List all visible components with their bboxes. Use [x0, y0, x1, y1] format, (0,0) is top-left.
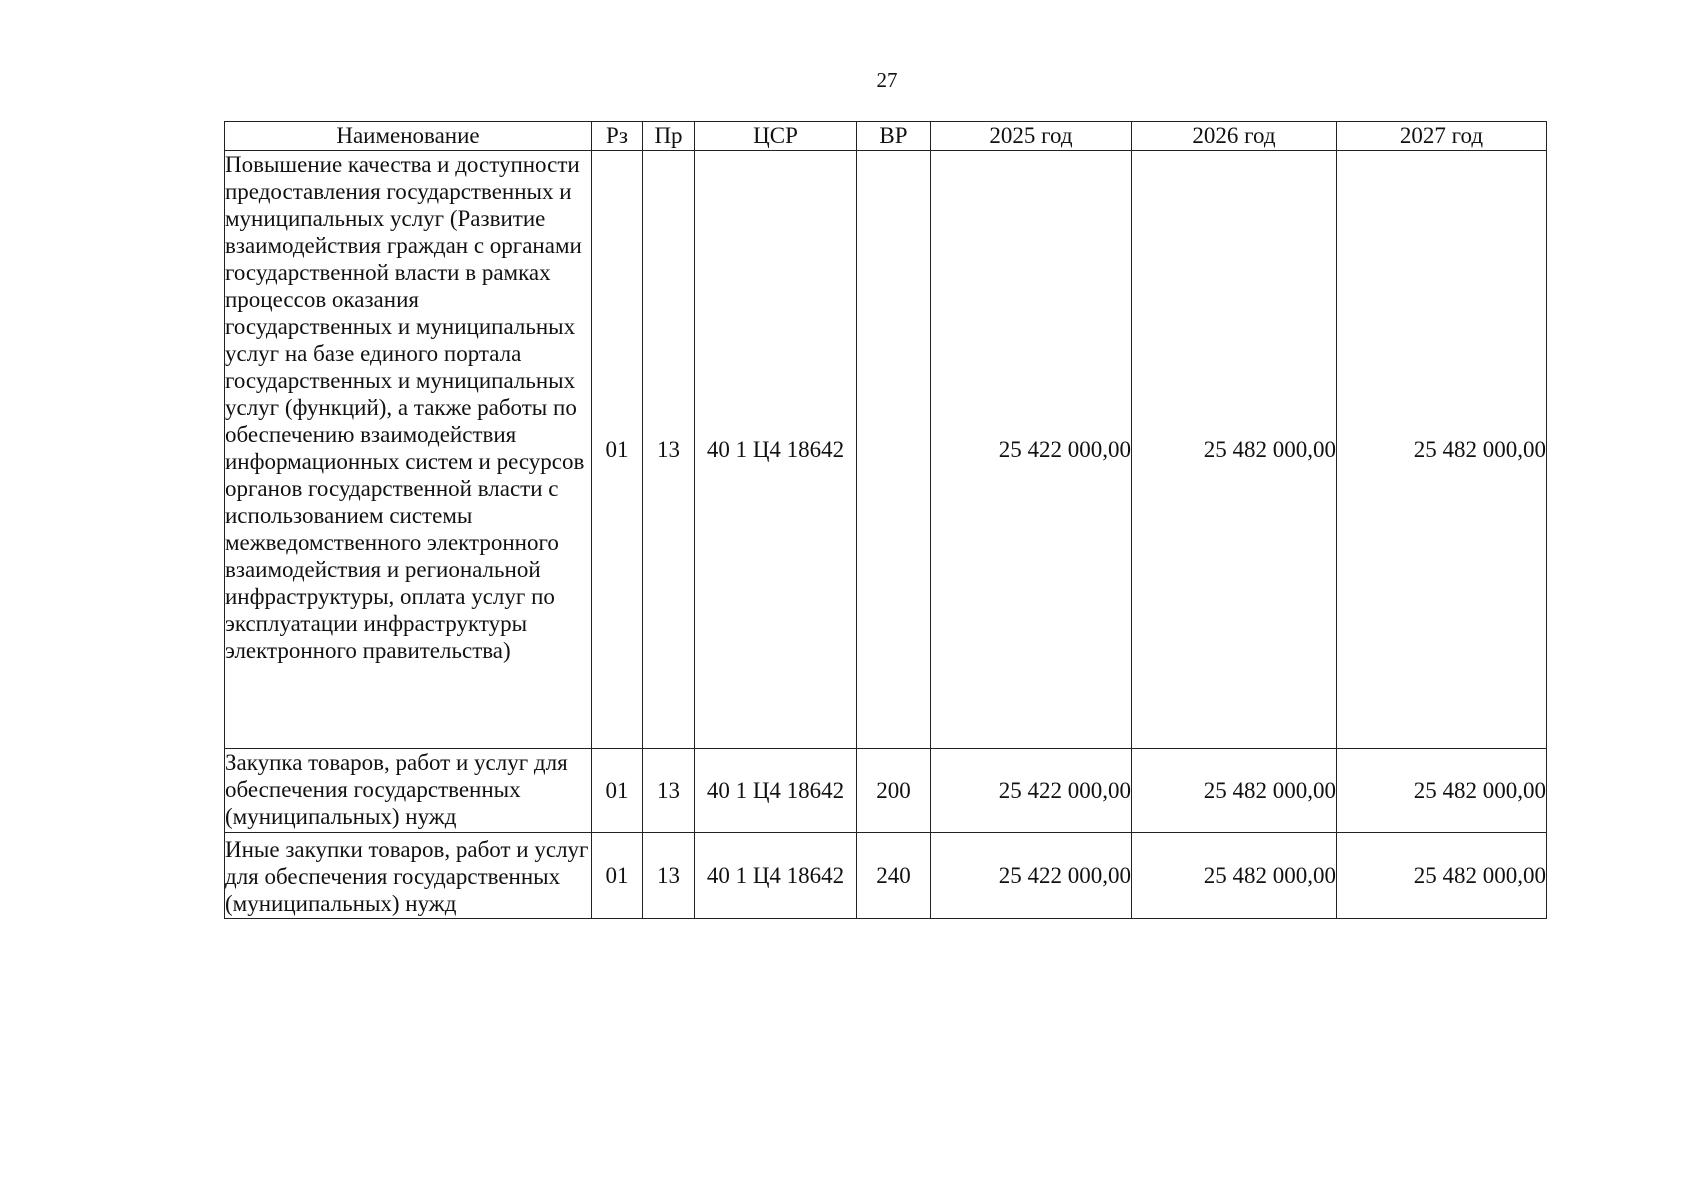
- row-2025: 25 422 000,00: [931, 749, 1132, 833]
- row-name: Повышение качества и доступности предоставления государственных и муниципальных услуг (Развитие взаимодействия граждан с органами государственной власти в рамках процессов оказания государственных и муниципальных услуг на базе единого портала государственных и муниципальных услуг (функций), а также работы по обеспечению взаимодействия информационных систем и ресурсов органов государственной власти с использованием системы межведомственного электронного взаимодействия и региональной инфраструктуры, оплата услуг по эксплуатации инфраструктуры электронного правительства): [225, 151, 592, 749]
- row-vr: 200: [857, 749, 931, 833]
- row-csr: 40 1 Ц4 18642: [695, 749, 857, 833]
- row-rz: 01: [592, 833, 643, 919]
- row-2025: 25 422 000,00: [931, 151, 1132, 749]
- row-2026: 25 482 000,00: [1132, 151, 1337, 749]
- row-csr: 40 1 Ц4 18642: [695, 151, 857, 749]
- header-2027: 2027 год: [1337, 122, 1547, 151]
- header-rz: Рз: [592, 122, 643, 151]
- header-vr: ВР: [857, 122, 931, 151]
- table-header-row: [225, 122, 1547, 151]
- table-row: [225, 151, 1547, 749]
- page-number: 27: [876, 68, 898, 92]
- row-rz: 01: [592, 151, 643, 749]
- row-2026: 25 482 000,00: [1132, 833, 1337, 919]
- header-pr: Пр: [643, 122, 695, 151]
- row-2025: 25 422 000,00: [931, 833, 1132, 919]
- row-pr: 13: [643, 151, 695, 749]
- header-name: Наименование: [225, 122, 592, 151]
- row-2027: 25 482 000,00: [1337, 151, 1547, 749]
- header-2026: 2026 год: [1132, 122, 1337, 151]
- row-name: Закупка товаров, работ и услуг для обеспечения государственных (муниципальных) нужд: [225, 749, 592, 833]
- row-pr: 13: [643, 833, 695, 919]
- row-rz: 01: [592, 749, 643, 833]
- row-2027: 25 482 000,00: [1337, 749, 1547, 833]
- table-row: [225, 749, 1547, 833]
- row-vr: 240: [857, 833, 931, 919]
- row-2027: 25 482 000,00: [1337, 833, 1547, 919]
- row-vr: [857, 151, 931, 749]
- row-csr: 40 1 Ц4 18642: [695, 833, 857, 919]
- budget-table: [224, 121, 1547, 919]
- row-name: Иные закупки товаров, работ и услуг для обеспечения государственных (муниципальных) нужд: [225, 833, 592, 919]
- row-pr: 13: [643, 749, 695, 833]
- header-csr: ЦСР: [695, 122, 857, 151]
- table-row: [225, 833, 1547, 919]
- header-2025: 2025 год: [931, 122, 1132, 151]
- row-2026: 25 482 000,00: [1132, 749, 1337, 833]
